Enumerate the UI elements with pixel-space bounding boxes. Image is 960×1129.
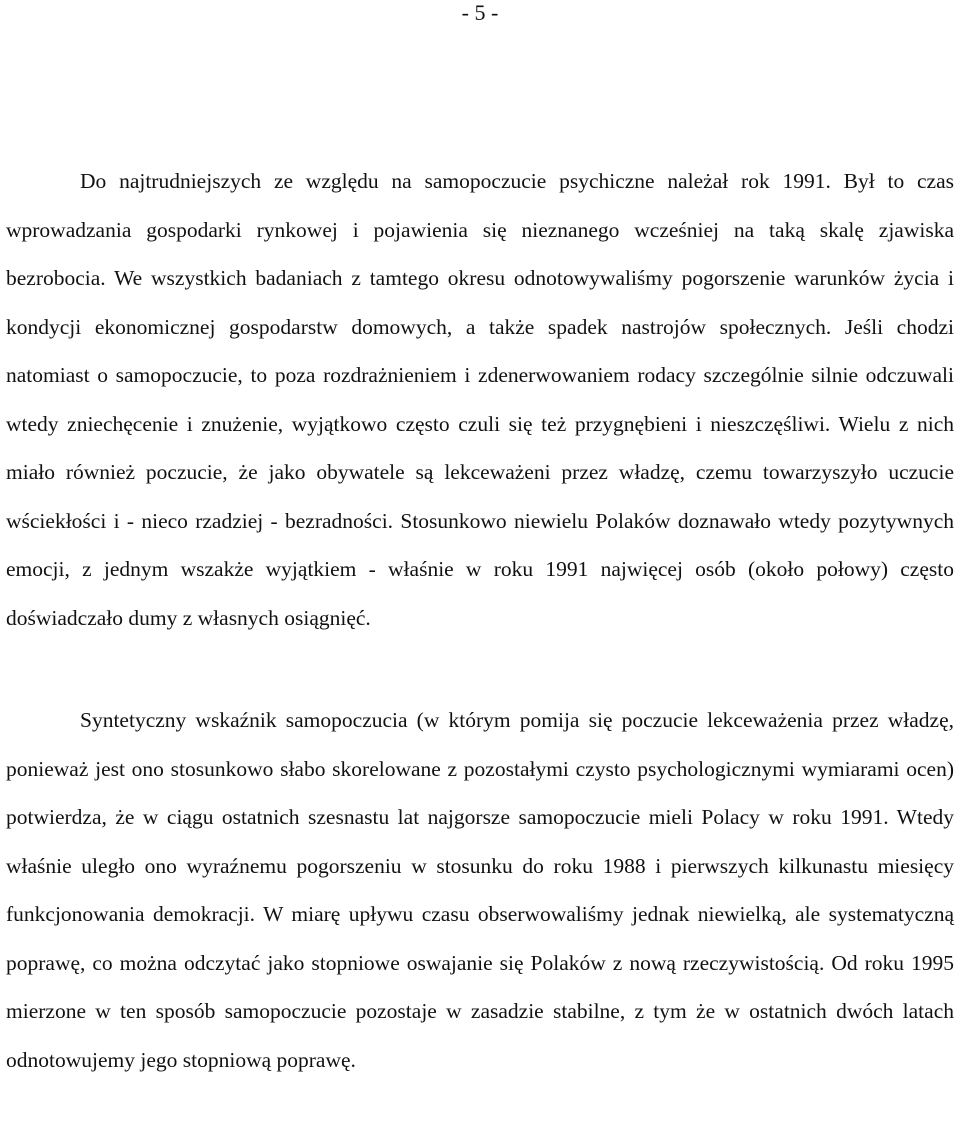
body-paragraph-2: Syntetyczny wskaźnik samopoczucia (w którym pomija się poczucie lekceważenia przez władzę, ponieważ jest ono stosunkowo słabo skorelowane z pozostałymi czysto psychologicznymi wymiarami ocen) potwierdza, że w ciągu ostatnich szesnastu lat najgorsze samopoczucie mieli Polacy w roku 1991. Wtedy właśnie uległo ono wyraźnemu pogorszeniu w stosunku do roku 1988 i pierwszych kilkunastu miesięcy funkcjonowania demokracji. W miarę upływu czasu obserwowaliśmy jednak niewielką, ale systematyczną poprawę, co można odczytać jako stopniowe oswajanie się Polaków z nową rzeczywistością. Od roku 1995 mierzone w ten sposób samopoczucie pozostaje w zasadzie stabilne, z tym że w ostatnich dwóch latach odnotowujemy jego stopniową poprawę. bbox=[6, 708, 954, 1072]
page-number: - 5 - bbox=[461, 0, 499, 25]
body-paragraph-1: Do najtrudniejszych ze względu na samopoczucie psychiczne należał rok 1991. Był to czas wprowadzania gospodarki rynkowej i pojawienia się nieznanego wcześniej na taką skalę zjawiska bezrobocia. We wszystkich badaniach z tamtego okresu odnotowywaliśmy pogorszenie warunków życia i kondycji ekonomicznej gospodarstw domowych, a także spadek nastrojów społecznych. Jeśli chodzi natomiast o samopoczucie, to poza rozdrażnieniem i zdenerwowaniem rodacy szczególnie silnie odczuwali wtedy zniechęcenie i znużenie, wyjątkowo często czuli się też przygnębieni i nieszczęśliwi. Wielu z nich miało również poczucie, że jako obywatele są lekceważeni przez władzę, czemu towarzyszyło uczucie wściekłości i - nieco rzadziej - bezradności. Stosunkowo niewielu Polaków doznawało wtedy pozytywnych emocji, z jednym wszakże wyjątkiem - właśnie w roku 1991 najwięcej osób (około połowy) często doświadczało dumy z własnych osiągnięć. bbox=[6, 169, 954, 630]
